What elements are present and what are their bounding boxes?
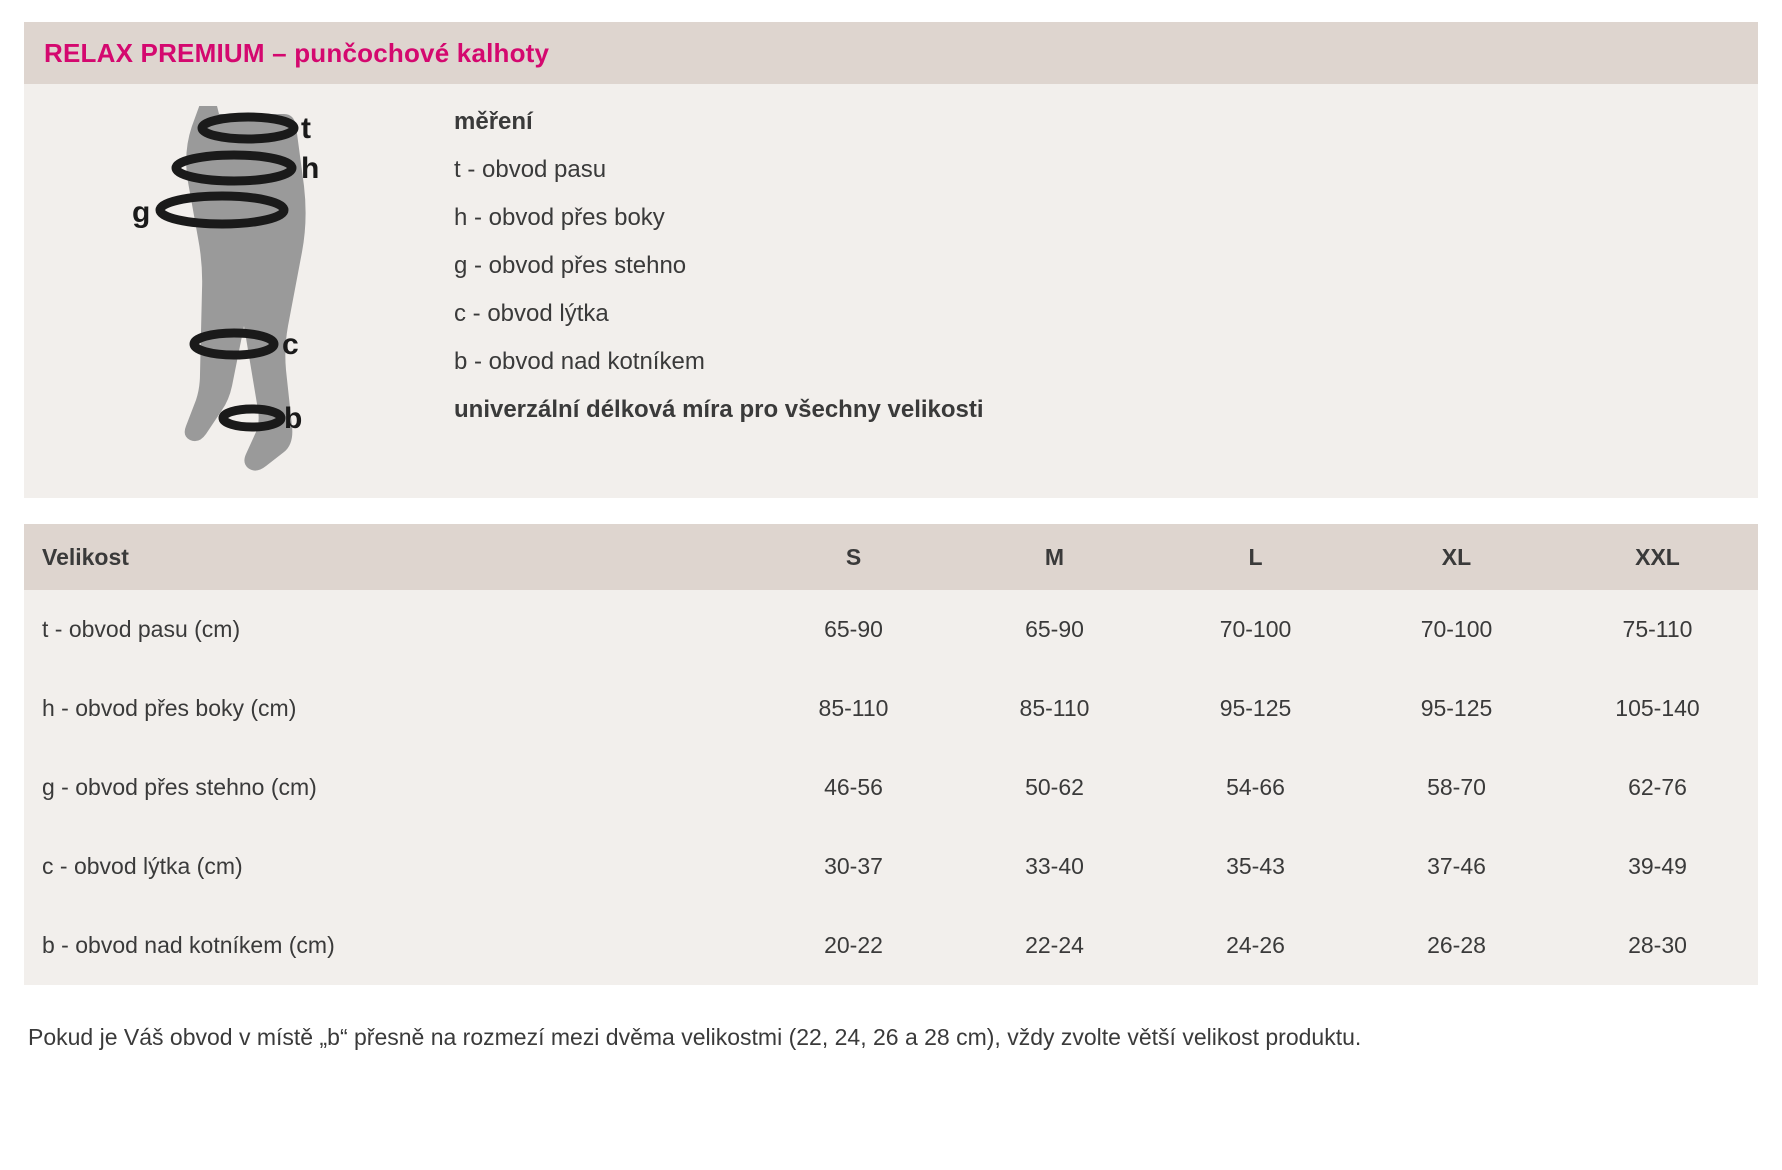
table-row — [24, 669, 1758, 748]
figure-label-h: h — [301, 152, 320, 185]
cell-value: 26-28 — [1356, 906, 1557, 985]
figure-label-t: t — [301, 112, 311, 145]
row-label: t - obvod pasu (cm) — [24, 590, 753, 669]
column-header-velikost: Velikost — [24, 524, 753, 590]
legend-item-h: h - obvod přes boky — [454, 204, 665, 231]
cell-value: 85-110 — [753, 669, 954, 748]
size-table — [24, 524, 1758, 985]
legs-figure-wrap — [24, 102, 454, 476]
row-label: b - obvod nad kotníkem (cm) — [24, 906, 753, 985]
column-header-s: S — [753, 524, 954, 590]
figure-label-c: c — [282, 328, 299, 361]
column-header-xl: XL — [1356, 524, 1557, 590]
row-label: c - obvod lýtka (cm) — [24, 827, 753, 906]
legend-item-t: t - obvod pasu — [454, 156, 607, 183]
cell-value: 85-110 — [954, 669, 1155, 748]
cell-value: 58-70 — [1356, 748, 1557, 827]
legend-footer-note: univerzální délková míra pro všechny velikosti — [454, 396, 984, 423]
row-label: h - obvod přes boky (cm) — [24, 669, 753, 748]
cell-value: 37-46 — [1356, 827, 1557, 906]
column-header-l: L — [1155, 524, 1356, 590]
cell-value: 20-22 — [753, 906, 954, 985]
size-table-body — [24, 590, 1758, 985]
cell-value: 70-100 — [1155, 590, 1356, 669]
cell-value: 50-62 — [954, 748, 1155, 827]
cell-value: 65-90 — [753, 590, 954, 669]
row-label: g - obvod přes stehno (cm) — [24, 748, 753, 827]
legs-diagram-icon — [124, 106, 354, 476]
cell-value: 28-30 — [1557, 906, 1758, 985]
table-row — [24, 590, 1758, 669]
figure-label-b: b — [284, 402, 303, 435]
cell-value: 70-100 — [1356, 590, 1557, 669]
cell-value: 62-76 — [1557, 748, 1758, 827]
legend-item-c: c - obvod lýtka — [454, 300, 609, 327]
cell-value: 46-56 — [753, 748, 954, 827]
column-header-m: M — [954, 524, 1155, 590]
legend-heading: měření — [454, 108, 533, 135]
cell-value: 65-90 — [954, 590, 1155, 669]
cell-value: 105-140 — [1557, 669, 1758, 748]
cell-value: 33-40 — [954, 827, 1155, 906]
size-footnote: Pokud je Váš obvod v místě „b“ přesně na rozmezí mezi dvěma velikostmi (22, 24, 26 a 28 cm), vždy zvolte větší velikost produktu. — [28, 1024, 1362, 1050]
figure-label-g: g — [132, 196, 151, 229]
cell-value: 54-66 — [1155, 748, 1356, 827]
cell-value: 35-43 — [1155, 827, 1356, 906]
measurement-info-panel — [24, 84, 1758, 498]
cell-value: 95-125 — [1356, 669, 1557, 748]
cell-value: 75-110 — [1557, 590, 1758, 669]
legend-item-b: b - obvod nad kotníkem — [454, 348, 705, 375]
cell-value: 95-125 — [1155, 669, 1356, 748]
legend-item-g: g - obvod přes stehno — [454, 252, 687, 279]
table-row — [24, 827, 1758, 906]
table-row — [24, 748, 1758, 827]
cell-value: 30-37 — [753, 827, 954, 906]
measurement-legend — [454, 102, 1758, 424]
product-title-bar — [24, 22, 1758, 84]
cell-value: 39-49 — [1557, 827, 1758, 906]
size-table-head — [24, 524, 1758, 590]
page-title: RELAX PREMIUM – punčochové kalhoty — [44, 37, 550, 68]
table-row — [24, 906, 1758, 985]
cell-value: 24-26 — [1155, 906, 1356, 985]
cell-value: 22-24 — [954, 906, 1155, 985]
column-header-xxl: XXL — [1557, 524, 1758, 590]
table-header-row — [24, 524, 1758, 590]
